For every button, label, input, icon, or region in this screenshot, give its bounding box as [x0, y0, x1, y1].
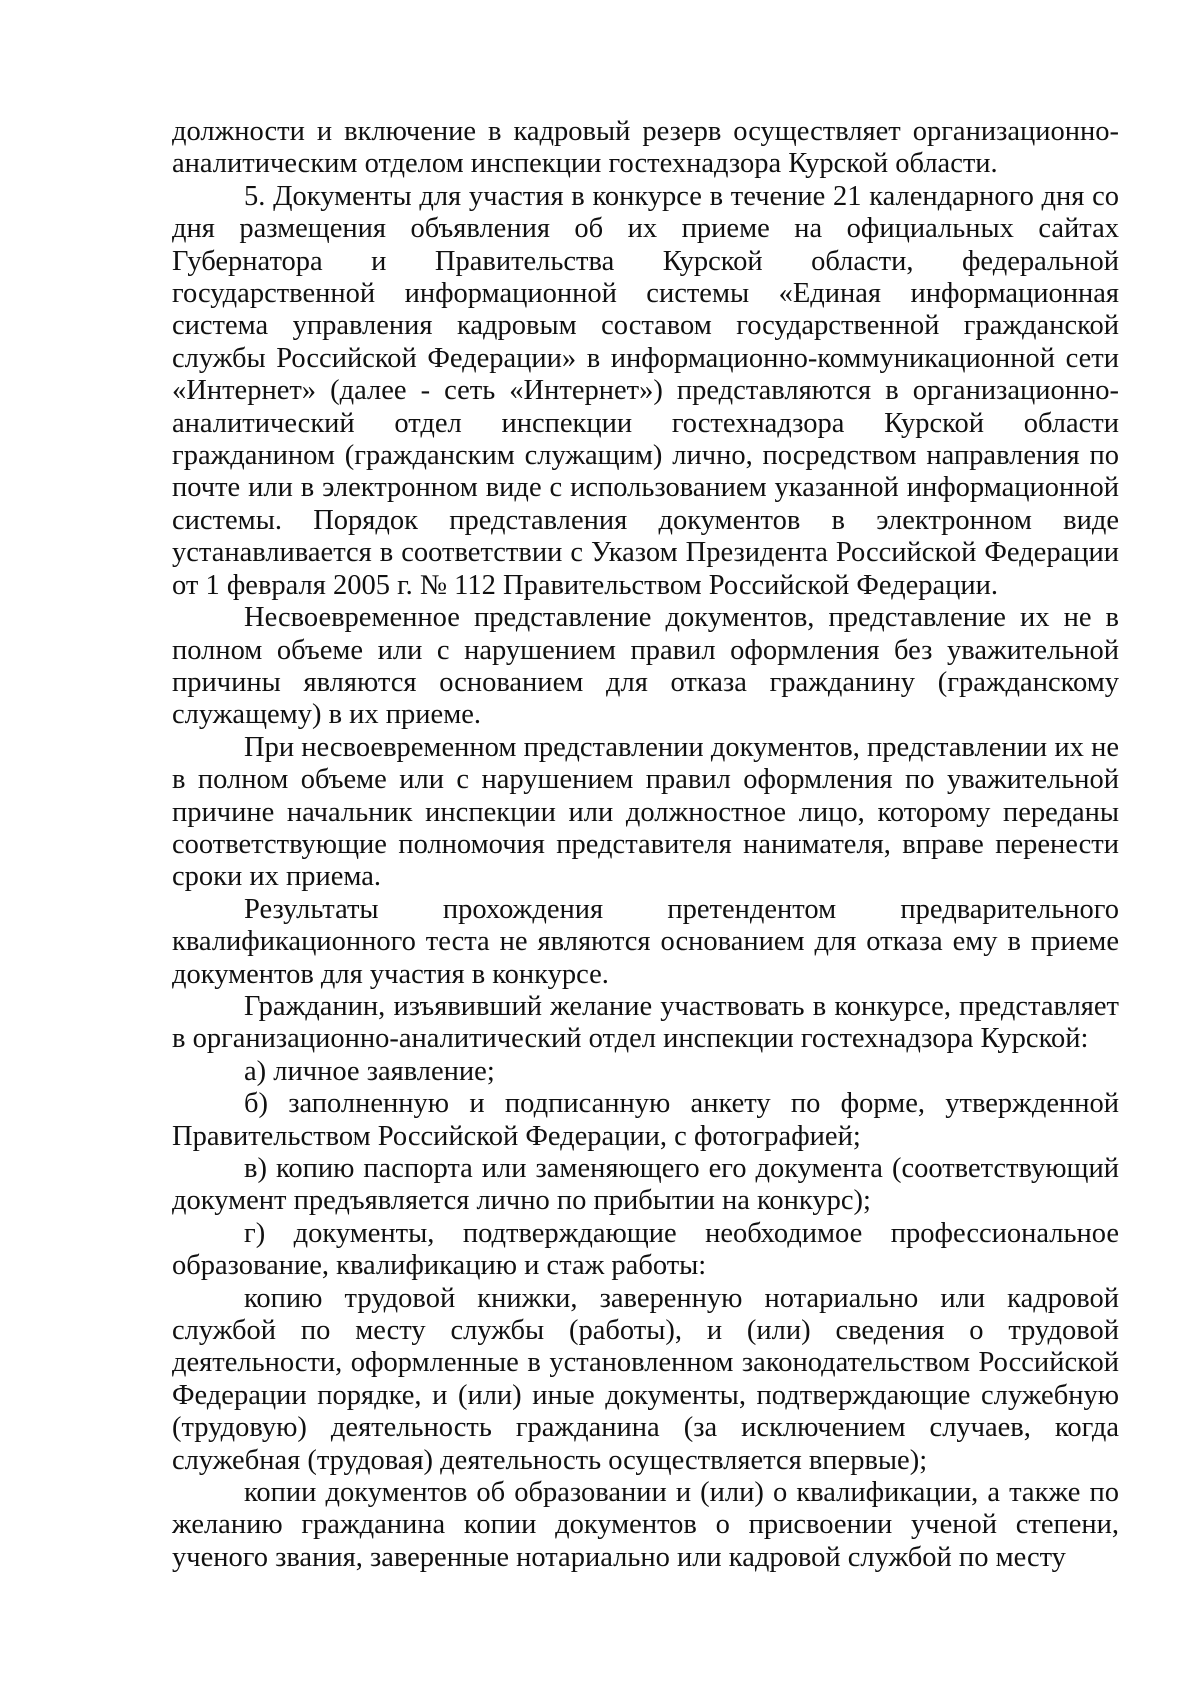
list-item-v: в) копию паспорта или заменяющего его документа (соответствующий документ предъявляется лично по прибытии на конкурс);: [172, 1153, 1119, 1217]
paragraph-education-docs: копии документов об образовании и (или) о квалификации, а также по желанию гражданина копии документов о присвоении ученой степени, ученого звания, заверенные нотариально или кадровой службой по месту: [172, 1477, 1119, 1573]
list-item-g: г) документы, подтверждающие необходимое профессиональное образование, квалификацию и стаж работы:: [172, 1217, 1119, 1282]
paragraph-continuation: должности и включение в кадровый резерв осуществляет организационно-аналитическим отделом инспекции гостехнадзора Курской области.: [172, 116, 1119, 180]
paragraph-late-submission: Несвоевременное представление документов, представление их не в полном объеме или с нарушением правил оформления без уважительной причины являются основанием для отказа гражданину (гражданскому служащему) в их приеме.: [172, 602, 1119, 731]
paragraph-item-5: 5. Документы для участия в конкурсе в течение 21 календарного дня со дня размещения объявления об их приеме на официальных сайтах Губернатора и Правительства Курской области, федеральной государственной информационной системы «Единая информационная система управления кадровым составом государственной гражданской службы Российской Федерации» в информационно-коммуникационной сети «Интернет» (далее - сеть «Интернет») представляются в организационно-аналитический отдел инспекции гостехнадзора Курской области гражданином (гражданским служащим) лично, посредством направления по почте или в электронном виде с использованием указанной информационной системы. Порядок представления документов в электронном виде устанавливается в соответствии с Указом Президента Российской Федерации от 1 февраля 2005 г. № 112 Правительством Российской Федерации.: [172, 180, 1119, 601]
list-item-b: б) заполненную и подписанную анкету по форме, утвержденной Правительством Российской Федерации, с фотографией;: [172, 1088, 1119, 1152]
list-item-a: а) личное заявление;: [244, 1055, 495, 1087]
paragraph-work-record: копию трудовой книжки, заверенную нотариально или кадровой службой по месту службы (работы), и (или) сведения о трудовой деятельности, оформленные в установленном законодательством Российской Федерации порядке, и (или) иные документы, подтверждающие служебную (трудовую) деятельность гражданина (за исключением случаев, когда служебная (трудовая) деятельность осуществляется впервые);: [172, 1282, 1119, 1476]
document-body: [172, 116, 1119, 1574]
paragraph-valid-reason: При несвоевременном представлении документов, представлении их не в полном объеме или с нарушением правил оформления по уважительной причине начальник инспекции или должностное лицо, которому переданы соответствующие полномочия представителя нанимателя, вправе перенести сроки их приема.: [172, 731, 1119, 893]
paragraph-test-results: Результаты прохождения претендентом предварительного квалификационного теста не являются основанием для отказа ему в приеме документов для участия в конкурсе.: [172, 893, 1119, 990]
paragraph-citizen-submits: Гражданин, изъявивший желание участвовать в конкурсе, представляет в организационно-аналитический отдел инспекции гостехнадзора Курской:: [172, 990, 1119, 1055]
